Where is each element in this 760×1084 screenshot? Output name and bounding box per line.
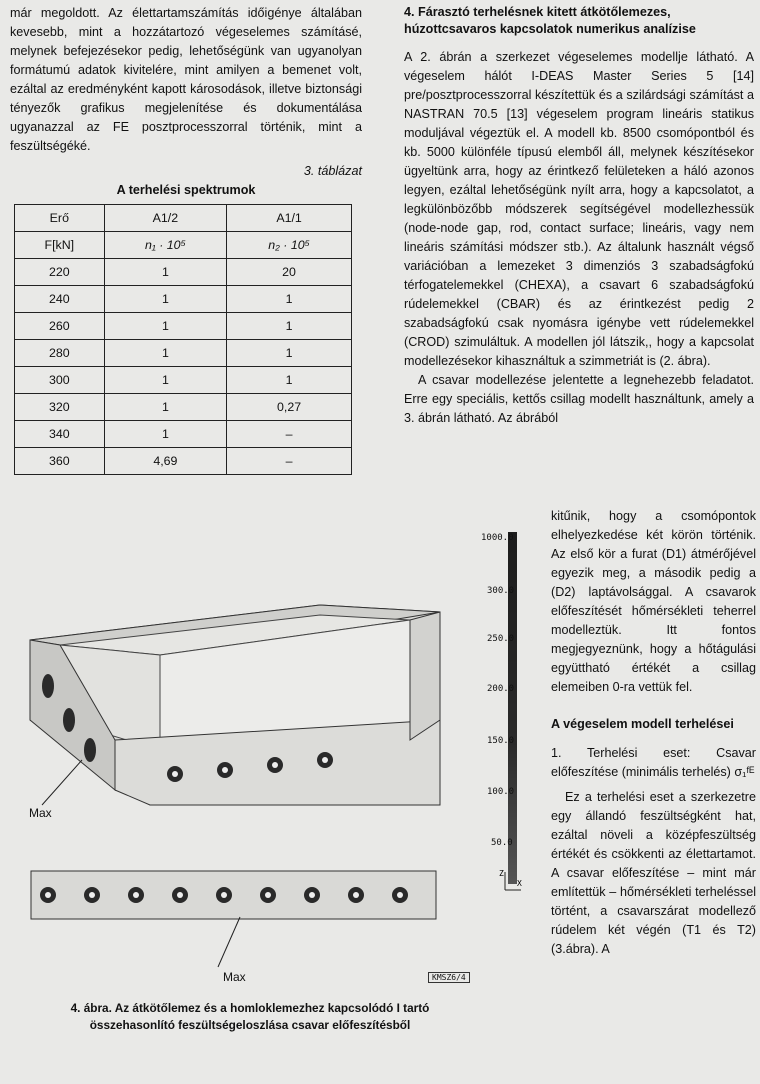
fem-model-3d-drawing (20, 600, 470, 815)
table-cell: 1 (227, 340, 352, 367)
table-cell: 4,69 (104, 448, 226, 475)
section-heading-4: 4. Fárasztó terhelésnek kitett átkötőlemezes, húzottcsavaros kapcsolatok numerikus analízise (404, 5, 696, 36)
table-cell: 1 (104, 421, 226, 448)
legend-tick-label: 50.0 (491, 838, 513, 848)
stress-hotspot (63, 708, 75, 732)
right-paragraph-2-cont: kitűnik, hogy a csomópontok elhelyezkedése két körön történik. Az első kör a furat (D1) átmérőjével egyezik meg, a második pedig a (D2) laptávolsággal. A csavarok előfeszítését hőmérsékleti teherrel modelleztük. Itt fontos megjegyeznünk, hogy a hőtágulási együttható értékét a csillag elemeiben 0-ra vettük fel. (551, 509, 756, 694)
table-cell: 220 (15, 259, 105, 286)
table-cell: – (227, 421, 352, 448)
table-cell: 0,27 (227, 394, 352, 421)
table-cell: 1 (104, 286, 226, 313)
subsection-heading: A végeselem modell terhelései (551, 717, 734, 731)
right-wrap-column (551, 507, 756, 959)
stress-hotspot (42, 674, 54, 698)
table-header-row (15, 205, 352, 232)
table-row (15, 367, 352, 394)
table-cell: 320 (15, 394, 105, 421)
table-cell: 1 (104, 394, 226, 421)
table-title: A terhelési spektrumok (116, 183, 256, 197)
legend-tick-label: 250.0 (487, 634, 515, 644)
table-cell: 1 (227, 367, 352, 394)
svg-text:X: X (517, 879, 522, 888)
table-unit-cell: n₂ · 10⁵ (227, 232, 352, 259)
table-row (15, 448, 352, 475)
table-cell: 1 (104, 313, 226, 340)
table-cell: 260 (15, 313, 105, 340)
figure-caption: 4. ábra. Az átkötőlemez és a homloklemezhez kapcsolódó I tartó összehasonlító feszültségeloszlása csavar előfeszítésből (70, 1001, 430, 1032)
axis-triad-icon (497, 868, 527, 894)
table-label: 3. táblázat (303, 164, 362, 178)
legend-tick-label: 100.0 (487, 787, 515, 797)
right-paragraph-3: Ez a terhelési eset a szerkezetre egy állandó feszültségként hat, ezáltal növeli a középfeszültség értékét és csökkenti az élettartamot. A csavar előfeszítése – mint már említettük – hőmérsékleti terheléssel történt, a csavarszárat modellező rúdelem két végén (T1 és T2) (3.ábra). A (551, 790, 756, 956)
right-paragraph-2: A csavar modellezése jelentette a legnehezebb feladatot. Erre egy speciális, kettős csillag modellt használtunk, amely a 3. ábrán látható. Az ábrából (404, 373, 754, 425)
legend-bar (508, 532, 517, 884)
max-label-top: Max (29, 806, 52, 820)
table-row (15, 259, 352, 286)
table-cell: 280 (15, 340, 105, 367)
table-cell: 1 (227, 313, 352, 340)
stress-hotspot (84, 738, 96, 762)
legend-tick-label: 150.0 (487, 736, 515, 746)
table-cell: 1 (104, 367, 226, 394)
table-unit-row (15, 232, 352, 259)
figure-code: KMSZ6/4 (428, 972, 470, 983)
load-case-line: 1. Terhelési eset: Csavar előfeszítése (minimális terhelés) σ₁ᶠᴱ (551, 746, 756, 779)
table-row (15, 394, 352, 421)
svg-text:Z: Z (499, 869, 504, 878)
table-cell: 360 (15, 448, 105, 475)
table-header-cell: Erő (15, 205, 105, 232)
table-header-cell: A1/2 (104, 205, 226, 232)
left-paragraph: már megoldott. Az élettartamszámítás időigénye általában kevesebb, mint a hozzátartozó végeselemes számításé, melynek befejezésekor pedig, lehetőségünk van ugyanolyan formátumú adatok kivitelére, mint amilyen a bemenet volt, ezáltal az eredményként kapott károsodások, illetve biztonsági tényezők grafikus megjelenítése és dokumentálása ugyanazzal az FE posztprocesszorral történik, mint a feszültségéké. (10, 6, 362, 153)
right-column (404, 4, 754, 428)
left-column (10, 4, 362, 475)
table-row (15, 421, 352, 448)
table-unit-cell: F[kN] (15, 232, 105, 259)
legend-tick-label: 1000.0 (481, 533, 514, 543)
table-cell: – (227, 448, 352, 475)
table-unit-cell: n₁ · 10⁵ (104, 232, 226, 259)
table-row (15, 286, 352, 313)
table-row (15, 340, 352, 367)
max-leader-bottom (200, 915, 260, 975)
table-row (15, 313, 352, 340)
max-leader-line (42, 760, 82, 805)
right-paragraph-1: A 2. ábrán a szerkezet végeselemes modellje látható. A végeselem hálót I-DEAS Master Series 5 [14] pre/posztprocesszorral készítettük és a szilárdsági számítást a NASTRAN 70.5 [13] végeselem program lineáris statikus moduljával végeztük el. A modell kb. 8500 csomópontból és kb. 5000 különféle típusú elemből áll, melynek készítésekor ügyeltünk arra, hogy az érintkező felületeken a háló azonos legyen, ezáltal lehetőségünk nyílt arra, hogy a kapcsolatot, a legkülönbözőbb módszerek segítségével modellezhessük (node-node gap, rod, contact surface; lineáris, vagy nem lineáris számítási módszer stb.). Az általunk használt végső variációban a lemezeket 3 dimenziós 3 szabadságfokú térfogatelemekkel (CHEXA), a csavart 6 szabadságfokú rúdelemekkel (CBAR) és az érintkezést pedig 2 szabadságfokú csak nyomásra igénybe vett rúdelemekkel (CROD) szimuláltuk. A modellen jól látszik,, hogy a kapcsolat modellezésekor kihasználtuk a szimmetriát is (2. ábra). (404, 50, 754, 368)
table-cell: 240 (15, 286, 105, 313)
load-spectrum-table (14, 204, 352, 475)
table-cell: 340 (15, 421, 105, 448)
legend-tick-label: 300.0 (487, 586, 515, 596)
legend-tick-label: 200.0 (487, 684, 515, 694)
table-cell: 1 (227, 286, 352, 313)
table-cell: 300 (15, 367, 105, 394)
table-cell: 1 (104, 340, 226, 367)
max-label-bottom: Max (223, 970, 246, 984)
table-cell: 20 (227, 259, 352, 286)
table-header-cell: A1/1 (227, 205, 352, 232)
table-cell: 1 (104, 259, 226, 286)
